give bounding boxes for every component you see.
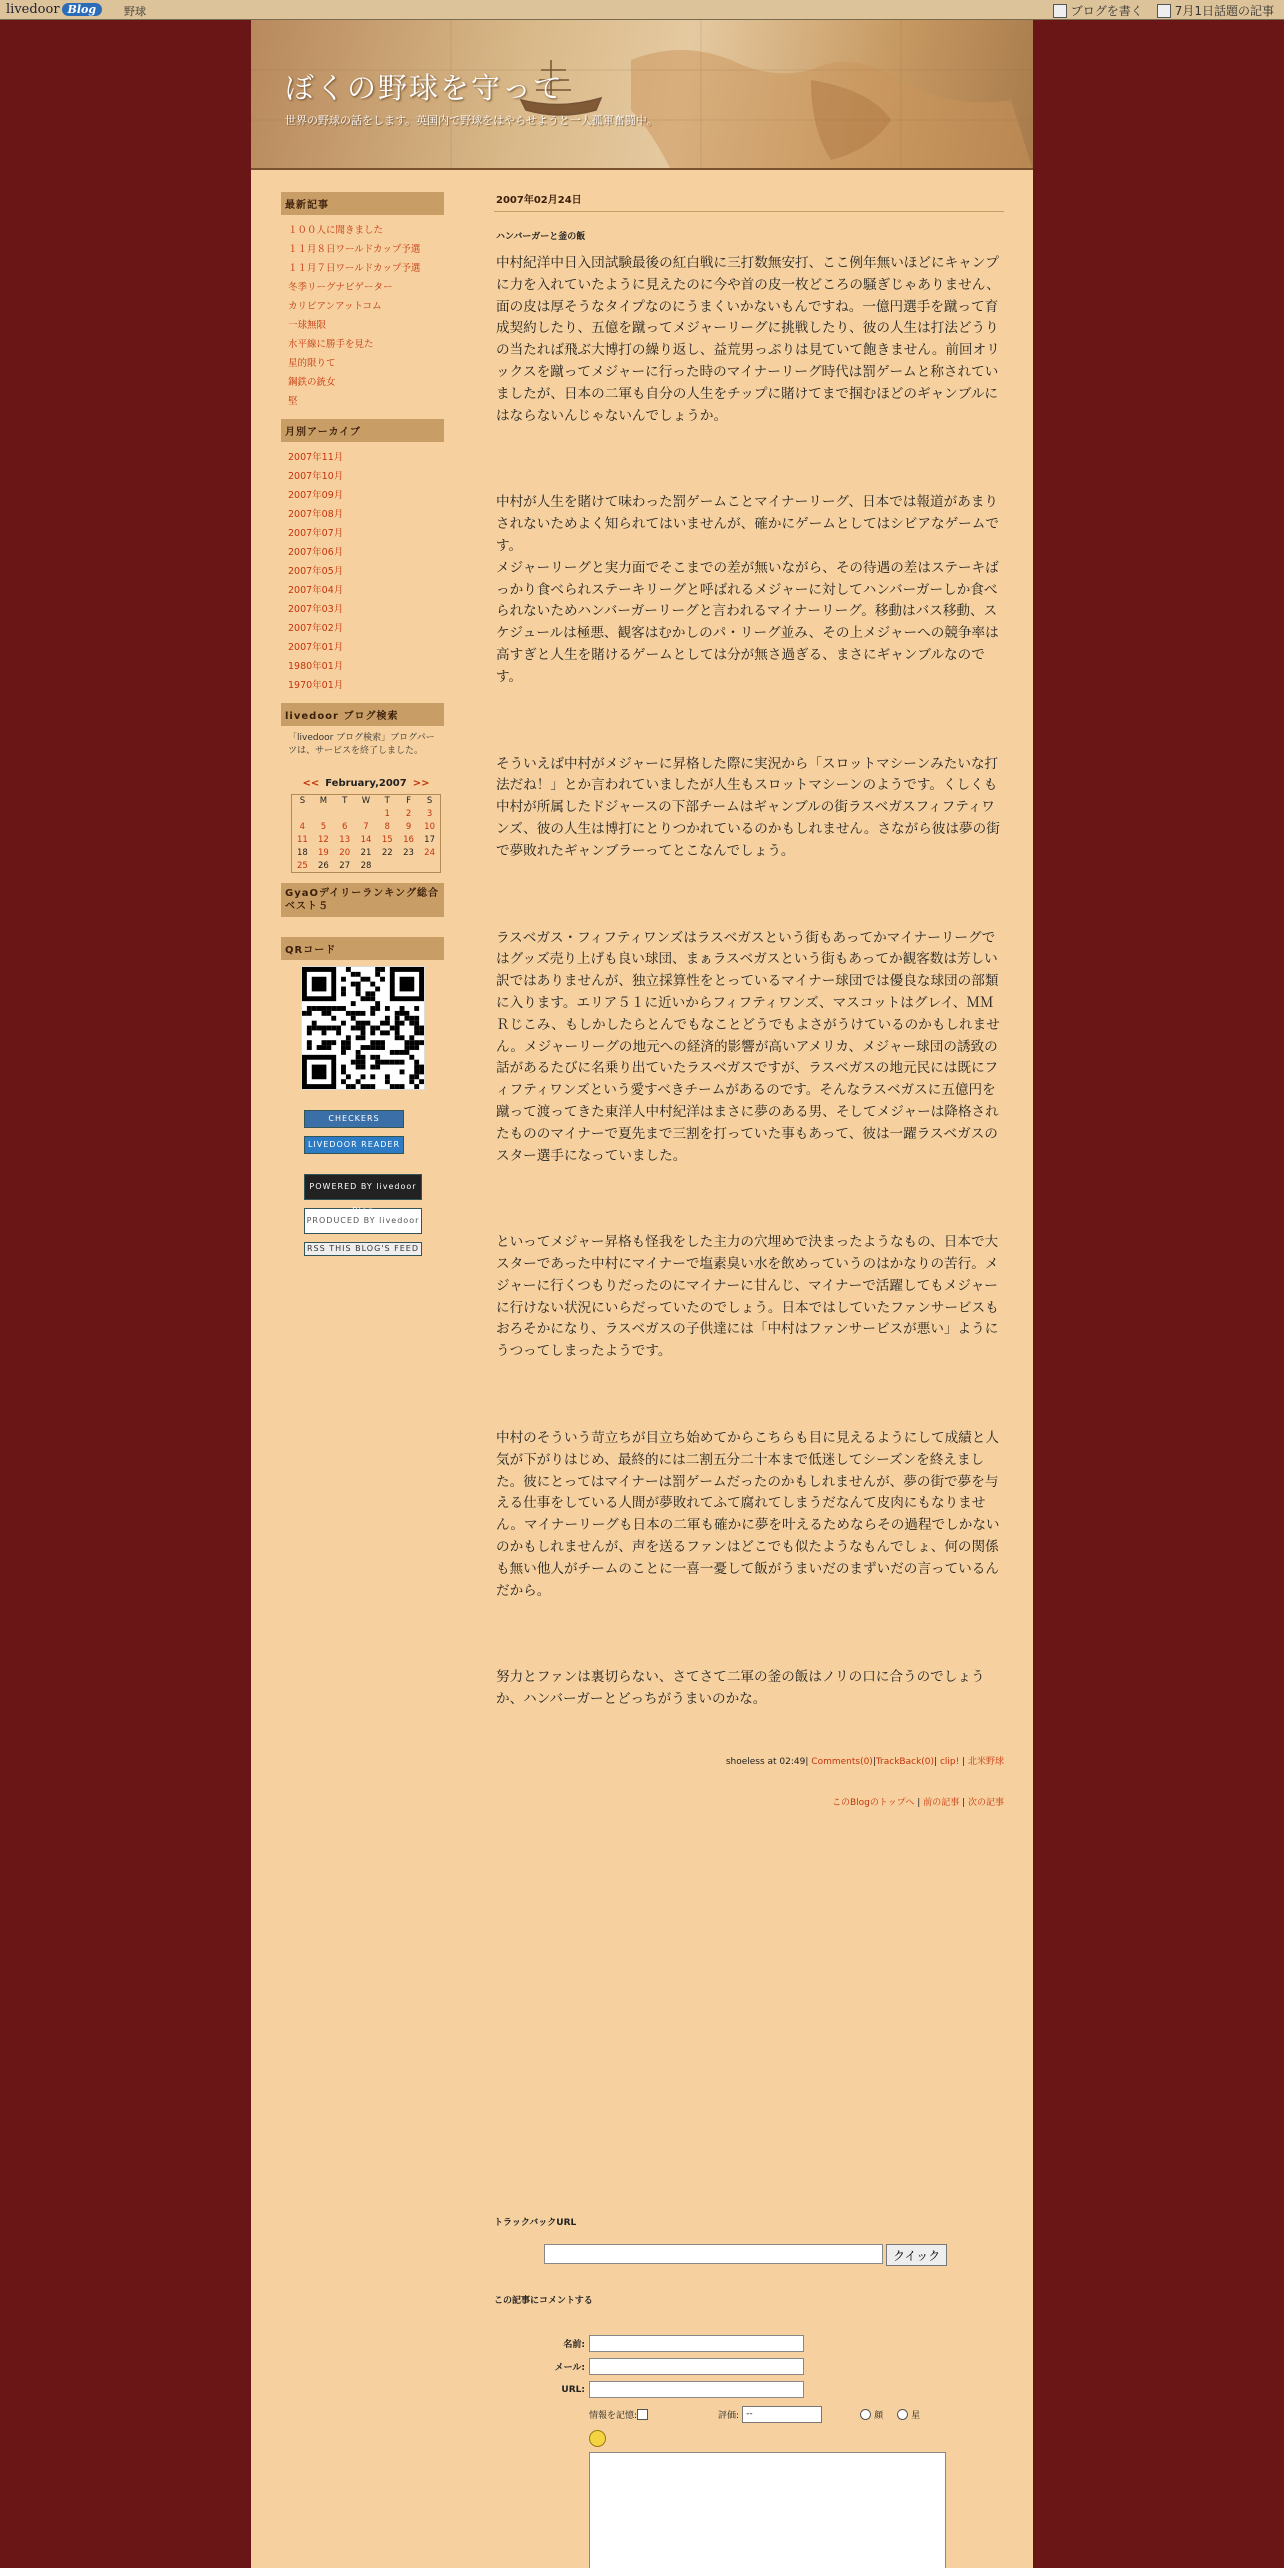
calendar-day (398, 808, 419, 821)
calendar-day (419, 860, 440, 873)
smiley-icon[interactable] (589, 2430, 606, 2447)
calendar-day-link[interactable]: 3 (426, 809, 433, 819)
calendar-day-link[interactable]: 10 (424, 822, 435, 832)
calendar-day (355, 808, 376, 821)
archive-list (288, 448, 444, 695)
recent-link[interactable]: 鋼鉄の銃女 (288, 377, 336, 388)
archive-item (288, 543, 444, 562)
calendar (291, 778, 441, 873)
calendar-day (334, 847, 355, 860)
calendar-day (355, 834, 376, 847)
calendar-day-link[interactable]: 6 (341, 822, 348, 832)
calendar-day-link[interactable]: 7 (363, 822, 369, 832)
write-blog-link[interactable]: ブログを書く (1053, 2, 1143, 19)
recent-item (288, 297, 444, 316)
archive-item (288, 619, 444, 638)
recent-link[interactable]: 堅 (288, 396, 298, 407)
topic-articles-link[interactable]: 7月1日話題の記事 (1157, 2, 1274, 19)
remember-checkbox[interactable] (637, 2409, 648, 2420)
archive-link[interactable]: 2007年02月 (288, 623, 344, 634)
calendar-prev-link[interactable]: << (302, 778, 320, 789)
search-discontinued-text: 「livedoor ブログ検索」ブログパーツは、サービスを終了しました。 (288, 733, 435, 756)
calendar-day (313, 808, 334, 821)
calendar-day: 26 (318, 860, 329, 871)
archive-item (288, 638, 444, 657)
badge-2[interactable]: POWERED BY livedoor (304, 1174, 422, 1200)
calendar-day (313, 821, 334, 834)
badge-1[interactable]: LIVEDOOR READER (304, 1136, 404, 1154)
calendar-day-link[interactable]: 11 (296, 835, 308, 845)
recent-link[interactable]: １００人に聞きました (288, 225, 384, 236)
badge-3[interactable]: PRODUCED BY livedoor (304, 1208, 422, 1234)
archive-heading: 月別アーカイブ (281, 419, 444, 442)
star-radio[interactable] (897, 2409, 908, 2420)
archive-link[interactable]: 1980年01月 (288, 661, 344, 672)
post-body (494, 253, 1004, 1711)
calendar-day (355, 821, 376, 834)
archive-item (288, 524, 444, 543)
calendar-day (292, 821, 313, 834)
mail-input[interactable] (589, 2358, 804, 2375)
archive-item (288, 600, 444, 619)
archive-item (288, 448, 444, 467)
post-date: 2007年02月24日 (494, 188, 1004, 212)
calendar-day (398, 821, 419, 834)
calendar-day (292, 834, 313, 847)
calendar-day (377, 860, 398, 873)
archive-link[interactable]: 2007年05月 (288, 566, 344, 577)
archive-link[interactable]: 2007年04月 (288, 585, 344, 596)
trackback-heading: トラックバックURL (494, 2218, 577, 2228)
archive-link[interactable]: 2007年07月 (288, 528, 344, 539)
calendar-day (334, 821, 355, 834)
recent-heading: 最新記事 (281, 192, 444, 215)
face-radio[interactable] (860, 2409, 871, 2420)
next-article-link[interactable]: 次の記事 (967, 1798, 1004, 1809)
comment-textarea[interactable] (589, 2452, 946, 2568)
post-paragraph: そういえば中村がメジャーに昇格した際に実況から「スロットマシーンみたいな打法だね！」とか言われていましたが人生もスロットマシーンのようです。くしくも中村が所属したドジャースの下部チームはギャンブルの街ラスベガスフィフティワンズ、彼の人生は博打にとりつかれているのかもしれません。さながら彼は夢の街で夢敗れたギャンブラーってとこなんでしょう。 (496, 755, 1000, 859)
recent-item (288, 221, 444, 240)
search-heading: livedoor ブログ検索 (281, 703, 444, 726)
recent-link[interactable]: 水平線に勝手を見た (288, 339, 374, 350)
topbar-links (1053, 2, 1274, 19)
archive-link[interactable]: 2007年01月 (288, 642, 344, 653)
calendar-day (377, 808, 398, 821)
url-row (535, 2381, 804, 2398)
calendar-day (292, 808, 313, 821)
topbar-category-link[interactable]: 野球 (124, 5, 146, 18)
calendar-day (313, 834, 334, 847)
calendar-day-link[interactable]: 13 (339, 835, 351, 845)
url-label: URL: (561, 2384, 585, 2395)
recent-link[interactable]: 冬季リーグナビゲーター (288, 282, 393, 293)
calendar-weekday: T (342, 796, 348, 807)
calendar-day (377, 821, 398, 834)
name-input[interactable] (589, 2335, 804, 2352)
comment-heading: この記事にコメントする (494, 2296, 593, 2306)
archive-item (288, 486, 444, 505)
archive-item (288, 562, 444, 581)
recent-link[interactable]: １１月８日ワールドカップ予選 (288, 244, 421, 255)
calendar-day-link[interactable]: 9 (405, 822, 412, 832)
archive-item (288, 657, 444, 676)
recent-item (288, 278, 444, 297)
calendar-day-link[interactable]: 14 (360, 835, 372, 845)
recent-item (288, 373, 444, 392)
recent-link[interactable]: カリビアンアットコム (288, 301, 382, 312)
blog-header (251, 20, 1033, 170)
calendar-day-link[interactable]: 4 (299, 822, 306, 832)
livedoor-blog-logo[interactable]: livedoor Blog (6, 2, 102, 17)
name-row (535, 2335, 804, 2352)
calendar-day-link[interactable]: 16 (403, 835, 414, 845)
calendar-day-link[interactable]: 5 (320, 822, 327, 832)
recent-item (288, 240, 444, 259)
posted-by: shoeless at 02:49 (725, 1757, 806, 1768)
recent-link[interactable]: 一球無限 (288, 320, 327, 331)
calendar-day-link[interactable]: 19 (318, 848, 329, 858)
calendar-day-link[interactable]: 20 (339, 848, 351, 858)
face-radio-label: 顔 (874, 2411, 884, 2421)
archive-link[interactable]: 2007年09月 (288, 490, 344, 501)
blog-top-link[interactable]: このBlogのトップへ (831, 1798, 915, 1809)
clip-link[interactable]: clip! (939, 1757, 960, 1768)
post-footer: shoeless at 02:49| Comments(0)|TrackBack(0)| clip! | 北米野球 (725, 1757, 1004, 1768)
calendar-day: 21 (360, 848, 372, 858)
mail-row (535, 2358, 804, 2375)
archive-item (288, 467, 444, 486)
post-paragraph: ラスベガス・フィフティワンズはラスベガスという街もあってかマイナーリーグではグッズ売り上げも良い球団、まぁラスベガスという街もあってか観客数は芳しい訳ではありませんが、独立採算性をとっているマイナー球団では優良な球団の部類に入ります。エリア５１に近いからフィフティワンズ、マスコットはグレイ、ＭＭＲじこみ、もしかしたらとんでもなことどうでもよさがうけているのかもしれません。メジャーリーグの地元への経済的影響が高いアメリカ、メジャー球団の誘致の話があるたびに名乗り出ていたラスベガスですが、ラスベガスの地元民には既にフィフティワンズという愛すべきチームがあるのです。そんなラスベガスに五億円を蹴って渡ってきた東洋人中村紀洋はまさに夢のある男、そしてメジャーは降格されたもののマイナーで夏先まで三割を打っていた事もあって、彼は一躍ラスベガスのスター選手になっていました。 (496, 929, 1000, 1164)
recent-item (288, 316, 444, 335)
calendar-day (419, 808, 440, 821)
calendar-day-link[interactable]: 15 (381, 835, 393, 845)
calendar-day (292, 860, 313, 873)
calendar-day (419, 821, 440, 834)
calendar-day-link[interactable]: 2 (405, 809, 412, 819)
archive-item (288, 505, 444, 524)
calendar-day (398, 860, 419, 873)
trackback-url-input[interactable] (544, 2244, 883, 2264)
archive-item (288, 676, 444, 695)
calendar-weekday: S (426, 796, 433, 807)
archive-link[interactable]: 2007年03月 (288, 604, 344, 615)
archive-link[interactable]: 1970年01月 (288, 680, 344, 691)
post-paragraph: 中村紀洋中日入団試験最後の紅白戦に三打数無安打、ここ例年無いほどにキャンプに力を入れていたように見えたのに今や首の皮一枚どころの騒ぎじゃありません、面の皮は厚そうなタイプなのにうまくいかないもんですね。一億円選手を蹴って育成契約したり、五億を蹴ってメジャーリーグに挑戦したり、彼の人生は打法どうりの当たれば飛ぶ大博打の繰り返し、益荒男っぷりは見ていて飽きません。前回オリックスを蹴ってメジャーに行った時のマイナーリーグ時代は罰ゲームと称されていましたが、日本の二軍も自分の人生をチップに賭けてまで掴むほどのギャンブルにはならないんじゃないんでしょうか。 (496, 255, 1000, 424)
url-input[interactable] (589, 2381, 804, 2398)
post-paragraph: といってメジャー昇格も怪我をした主力の穴埋めで決まったようなもの、日本で大スターであった中村にマイナーで塩素臭い水を飲めっていうのはかなりの苦行。メジャーに行くつもりだったのにマイナーに甘んじ、マイナーで活躍してもメジャーに行けない状況にいらだっていたのでしょう。日本ではしていたファンサービスもおろそかになり、ラスベガスの子供達には「中村はファンサービスが悪い」ようにうつってしまったようです。 (496, 1234, 999, 1360)
recent-item (288, 354, 444, 373)
calendar-icon (1157, 4, 1171, 18)
calendar-day (419, 847, 440, 860)
qr-heading: QRコード (281, 937, 444, 960)
calendar-title: February,2007 (325, 778, 407, 789)
trackback-row (544, 2244, 947, 2266)
archive-link[interactable]: 2007年06月 (288, 547, 344, 558)
calendar-table (291, 794, 441, 873)
calendar-day: 17 (424, 835, 435, 845)
recent-articles-list (288, 221, 444, 411)
category-link[interactable]: 北米野球 (967, 1757, 1004, 1768)
rating-label: 評価: (718, 2411, 740, 2421)
remember-label: 情報を記憶: (589, 2411, 638, 2421)
calendar-day (398, 834, 419, 847)
calendar-day (313, 847, 334, 860)
name-label: 名前: (563, 2340, 585, 2350)
archive-item (288, 581, 444, 600)
calendar-weekday: W (361, 796, 371, 807)
calendar-day-link[interactable]: 25 (296, 860, 308, 871)
recent-link[interactable]: 星的限りて (288, 358, 336, 369)
mail-label: メール: (554, 2363, 585, 2373)
archive-link[interactable]: 2007年11月 (288, 452, 344, 463)
comments-link[interactable]: Comments(0) (811, 1757, 873, 1768)
comment-options (589, 2406, 920, 2423)
blog-page (251, 20, 1033, 2568)
calendar-day: 22 (381, 848, 393, 858)
post-paragraph: 中村が人生を賭けて味わった罰ゲームことマイナーリーグ、日本では報道があまりされないためよく知られてはいませんが、確かにゲームとしてはシビアなゲームです。 メジャーリーグと実力面でそこまでの差が無いながら、その待遇の差はステーキばっかり食べられステーキリーグと呼ばれるメジャーに対してハンバーガーしか食べられないためハンバーガーリーグと言われるマイナーリーグ。移動はバス移動、スケジュールは極悪、観客はむかしのパ・リーグ並み、その上メジャーへの競争率は高すぎと人生を賭けるゲームとしては分が無さ過ぎる、まさにギャンブルなのです。 (496, 494, 999, 685)
calendar-weekday: S (299, 796, 306, 807)
calendar-day (377, 834, 398, 847)
calendar-day-link[interactable]: 12 (318, 835, 329, 845)
badge-list (281, 1110, 444, 1256)
calendar-day-link[interactable]: 1 (384, 809, 390, 819)
recent-item (288, 335, 444, 354)
rating-select[interactable]: -- (742, 2406, 822, 2423)
archive-link[interactable]: 2007年10月 (288, 471, 344, 482)
sidebar (281, 192, 444, 1256)
pencil-icon (1053, 4, 1067, 18)
quick-button[interactable]: クイック (886, 2244, 947, 2266)
calendar-day: 23 (403, 848, 414, 858)
ranking-heading: GyaOデイリーランキング総合ベスト５ (281, 883, 444, 917)
recent-item (288, 259, 444, 278)
calendar-next-link[interactable]: >> (412, 778, 430, 789)
qr-code (301, 966, 425, 1090)
post-paragraph: 努力とファンは裏切らない、さてさて二軍の釜の飯はノリの口に合うのでしょうか、ハンバーガーとどっちがうまいのかな。 (496, 1669, 985, 1708)
recent-link[interactable]: １１月７日ワールドカップ予選 (288, 263, 421, 274)
calendar-weekday: T (384, 796, 390, 807)
calendar-day (334, 834, 355, 847)
calendar-day (334, 808, 355, 821)
calendar-day: 27 (339, 860, 351, 871)
post-navigation: このBlogのトップへ | 前の記事 | 次の記事 (831, 1798, 1004, 1809)
trackback-link[interactable]: TrackBack(0) (875, 1757, 935, 1768)
star-radio-label: 星 (911, 2411, 921, 2421)
calendar-day: 18 (296, 848, 308, 858)
prev-article-link[interactable]: 前の記事 (923, 1798, 960, 1809)
badge-0[interactable]: CHECKERS (304, 1110, 404, 1128)
calendar-day-link[interactable]: 24 (424, 848, 435, 858)
calendar-weekday: F (406, 796, 411, 807)
blog-title[interactable]: ぼくの野球を守って (285, 71, 565, 105)
livedoor-topbar (0, 0, 1284, 20)
calendar-weekday: M (319, 796, 328, 807)
recent-item (288, 392, 444, 411)
calendar-day-link[interactable]: 8 (384, 822, 390, 832)
calendar-day: 28 (360, 860, 372, 871)
main-content (494, 188, 1004, 1808)
blog-description: 世界の野球の話をします。英国内で野球をはやらせようと一人孤軍奮闘中。 (285, 114, 658, 127)
badge-4[interactable]: RSS THIS BLOG'S FEED (304, 1242, 422, 1256)
post-title[interactable]: ハンバーガーと釜の飯 (496, 232, 586, 242)
post-paragraph: 中村のそういう苛立ちが目立ち始めてからこちらも目に見えるようにして成績と人気が下がりはじめ、最終的には二割五分二十本まで低迷してシーズンを終えました。彼にとってはマイナーは罰ゲームだったのかもしれませんが、夢の街で夢を与える仕事をしている人間が夢敗れてふて腐れてしまうだなんて皮肉にもなりません。マイナーリーグも日本の二軍も確かに夢を叶えるためならその過程でしかないのかもしれませんが、声を送るファンはどこでも似たようなもんでしょ、何の関係も無い他人がチームのことに一喜一憂して飯がうまいだのまずいだの言っているんだから。 (496, 1430, 1000, 1599)
archive-link[interactable]: 2007年08月 (288, 509, 344, 520)
